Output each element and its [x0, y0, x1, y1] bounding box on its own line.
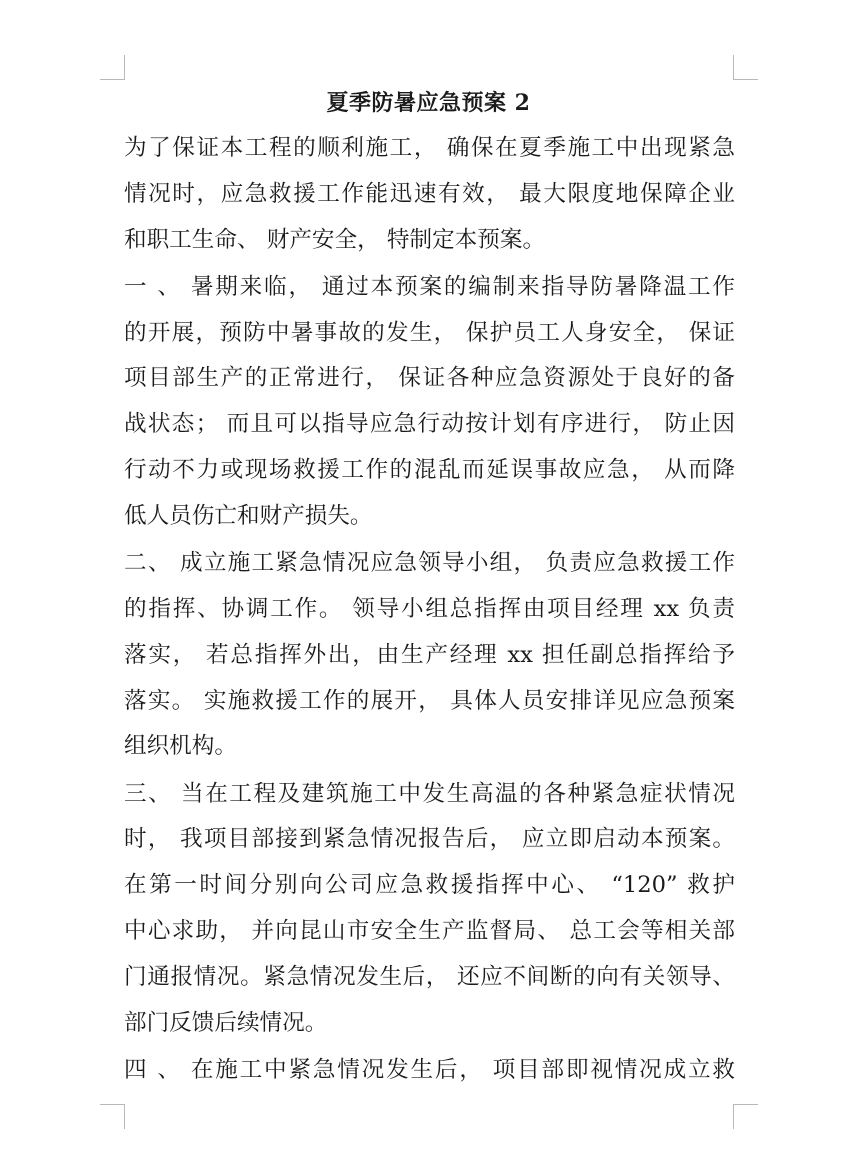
text-line: 门通报情况。紧急情况发生后， 还应不间断的向有关领导、 [124, 963, 735, 990]
text-line: 组织机构。 [124, 733, 237, 760]
text-line: 时， 我项目部接到紧急情况报告后， 应立即启动本预案。 [124, 826, 735, 853]
text-line: 三、 当在工程及建筑施工中发生高温的各种紧急症状情况 [124, 780, 735, 807]
text-line: 二、 成立施工紧急情况应急领导小组， 负责应急救援工作 [124, 550, 735, 577]
text-line: 行动不力或现场救援工作的混乱而延误事故应急， 从而降 [124, 457, 735, 484]
text-line: 落实， 若总指挥外出，由生产经理 xx 担任副总指挥给予 [124, 641, 735, 668]
crop-mark-bottom-left [100, 1104, 125, 1129]
text-line: 项目部生产的正常进行， 保证各种应急资源处于良好的备 [124, 365, 735, 392]
text-line: 为了保证本工程的顺利施工， 确保在夏季施工中出现紧急 [124, 135, 735, 161]
text-line: 落实。 实施救援工作的展开， 具体人员安排详见应急预案 [124, 687, 735, 714]
text-line: 和职工生命、 财产安全， 特制定本预案。 [124, 226, 546, 253]
text-line: 的指挥、协调工作。 领导小组总指挥由项目经理 xx 负责 [124, 595, 735, 622]
text-line: 一 、 暑期来临， 通过本预案的编制来指导防暑降温工作 [124, 273, 735, 300]
text-line: 战状态； 而且可以指导应急行动按计划有序进行， 防止因 [124, 411, 735, 438]
crop-mark-top-left [100, 55, 125, 80]
text-line: 中心求助， 并向昆山市安全生产监督局、 总工会等相关部 [124, 918, 735, 945]
text-line: 部门反馈后续情况。 [124, 1009, 328, 1036]
text-line: 低人员伤亡和财产损失。 [124, 502, 373, 529]
text-line: 四 、 在施工中紧急情况发生后， 项目部即视情况成立救 [124, 1056, 735, 1083]
document-body [124, 126, 735, 1094]
crop-mark-bottom-right [733, 1104, 758, 1129]
text-line: 在第一时间分别向公司应急救援指挥中心、 “120” 救护 [124, 872, 735, 899]
crop-mark-top-right [733, 55, 758, 80]
text-line: 情况时，应急救援工作能迅速有效， 最大限度地保障企业 [124, 180, 735, 207]
document-title: 夏季防暑应急预案 2 [326, 90, 531, 116]
text-line: 的开展，预防中暑事故的发生， 保护员工人身安全， 保证 [124, 319, 735, 346]
